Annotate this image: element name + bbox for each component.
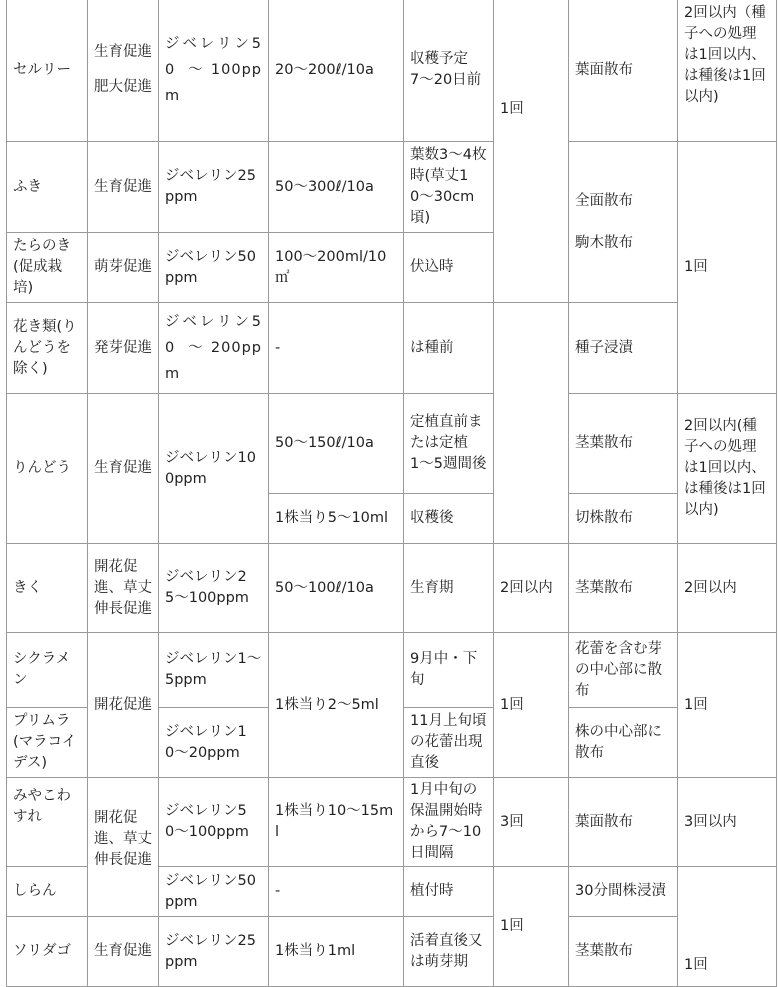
purpose-cell: 萌芽促進 — [88, 233, 159, 303]
gibberellin-usage-table — [6, 0, 777, 987]
crop-cell: たらのき(促成栽培) — [7, 233, 88, 303]
agent-cell: ジベレリン50ppm — [159, 233, 269, 303]
purpose-cell: 開花促進、草丈伸長促進 — [88, 778, 159, 917]
timing-cell: 11月上旬頃の花蕾出現直後 — [404, 708, 494, 778]
agent-cell: ジベレリン25〜100ppm — [159, 544, 269, 633]
method-line: 全面散布 — [575, 192, 633, 209]
table-row — [7, 917, 777, 987]
table-row — [7, 778, 777, 867]
table-row — [7, 544, 777, 633]
frequency-cell: 2回以内 — [494, 544, 569, 633]
crop-cell: ソリダゴ — [7, 917, 88, 987]
timing-cell: 生育期 — [404, 544, 494, 633]
timing-cell: 伏込時 — [404, 233, 494, 303]
amount-cell: 50〜300ℓ/10a — [269, 142, 404, 233]
agent-cell: ジベレリン50〜100ppm — [159, 778, 269, 867]
total-cell: 1回 — [678, 142, 777, 394]
timing-cell: 植付時 — [404, 867, 494, 917]
crop-cell: きく — [7, 544, 88, 633]
method-cell: 葉面散布 — [569, 778, 678, 867]
purpose-cell: 開花促進、草丈伸長促進 — [88, 544, 159, 633]
purpose-cell: 発芽促進 — [88, 303, 159, 394]
crop-cell: みやこわすれ — [7, 778, 88, 867]
purpose-line: 肥大促進 — [94, 79, 152, 95]
method-line: 駒木散布 — [575, 234, 633, 251]
method-cell: 30分間株浸漬 — [569, 867, 678, 917]
agent-cell: ジベレリン25ppm — [159, 142, 269, 233]
crop-cell: ふき — [7, 142, 88, 233]
timing-cell: 収穫予定7〜20日前 — [404, 0, 494, 142]
crop-cell: シクラメン — [7, 633, 88, 708]
method-cell: 茎葉散布 — [569, 917, 678, 987]
amount-cell: 1株当り1ml — [269, 917, 404, 987]
purpose-cell: 生育促進 — [88, 142, 159, 233]
total-cell: 2回以内 — [678, 544, 777, 633]
total-cell: 2回以内（種子への処理は1回以内、は種後は1回以内) — [678, 0, 777, 142]
agent-cell: ジベレリン1〜5ppm — [159, 633, 269, 708]
table-row — [7, 394, 777, 494]
agent-cell: ジベレリン100ppm — [159, 394, 269, 544]
purpose-cell — [88, 0, 159, 142]
crop-cell: しらん — [7, 867, 88, 917]
table-row — [7, 0, 777, 142]
frequency-cell: 1回 — [494, 633, 569, 778]
crop-cell: 花き類(りんどうを除く) — [7, 303, 88, 394]
amount-cell: - — [269, 303, 404, 394]
amount-cell: 20〜200ℓ/10a — [269, 0, 404, 142]
timing-cell: 収穫後 — [404, 494, 494, 544]
timing-cell: 活着直後又は萌芽期 — [404, 917, 494, 987]
total-cell: 1回 — [678, 633, 777, 778]
crop-cell: プリムラ(マラコイデス) — [7, 708, 88, 778]
timing-cell: 9月中・下旬 — [404, 633, 494, 708]
method-cell: 株の中心部に散布 — [569, 708, 678, 778]
amount-cell: 1株当り2〜5ml — [269, 633, 404, 778]
method-cell: 花蕾を含む芽の中心部に散布 — [569, 633, 678, 708]
amount-cell: 100〜200ml/10㎡ — [269, 233, 404, 303]
crop-cell: りんどう — [7, 394, 88, 544]
method-cell: 葉面散布 — [569, 0, 678, 142]
table-row — [7, 303, 777, 394]
table-row — [7, 633, 777, 708]
purpose-cell: 開花促進 — [88, 633, 159, 778]
agent-cell: ジベレリン25ppm — [159, 917, 269, 987]
amount-cell: 1株当り5〜10ml — [269, 494, 404, 544]
purpose-cell: 生育促進 — [88, 394, 159, 544]
total-cell: 2回以内(種子への処理は1回以内、は種後は1回以内) — [678, 394, 777, 544]
timing-cell: は種前 — [404, 303, 494, 394]
frequency-cell — [494, 303, 569, 544]
total-cell: 1回 — [678, 867, 777, 987]
amount-cell: - — [269, 867, 404, 917]
method-cell: 茎葉散布 — [569, 544, 678, 633]
agent-cell: ジベレリン50 〜100ppm — [159, 0, 269, 142]
amount-cell: 50〜100ℓ/10a — [269, 544, 404, 633]
amount-cell: 1株当り10〜15ml — [269, 778, 404, 867]
method-cell — [569, 142, 678, 303]
agent-cell: ジベレリン10〜20ppm — [159, 708, 269, 778]
crop-cell: セルリー — [7, 0, 88, 142]
frequency-cell: 1回 — [494, 867, 569, 987]
method-cell: 切株散布 — [569, 494, 678, 544]
purpose-line: 生育促進 — [94, 44, 152, 60]
purpose-cell: 生育促進 — [88, 917, 159, 987]
agent-cell: ジベレリン50 〜200ppm — [159, 303, 269, 394]
method-cell: 茎葉散布 — [569, 394, 678, 494]
timing-cell: 葉数3〜4枚時(草丈10〜30cm頃) — [404, 142, 494, 233]
timing-cell: 1月中旬の保温開始時から7〜10日間隔 — [404, 778, 494, 867]
method-cell: 種子浸漬 — [569, 303, 678, 394]
frequency-cell: 1回 — [494, 0, 569, 303]
timing-cell: 定植直前または定植1〜5週間後 — [404, 394, 494, 494]
frequency-cell: 3回 — [494, 778, 569, 867]
amount-cell: 50〜150ℓ/10a — [269, 394, 404, 494]
agent-cell: ジベレリン50ppm — [159, 867, 269, 917]
total-cell: 3回以内 — [678, 778, 777, 867]
table-row — [7, 142, 777, 233]
